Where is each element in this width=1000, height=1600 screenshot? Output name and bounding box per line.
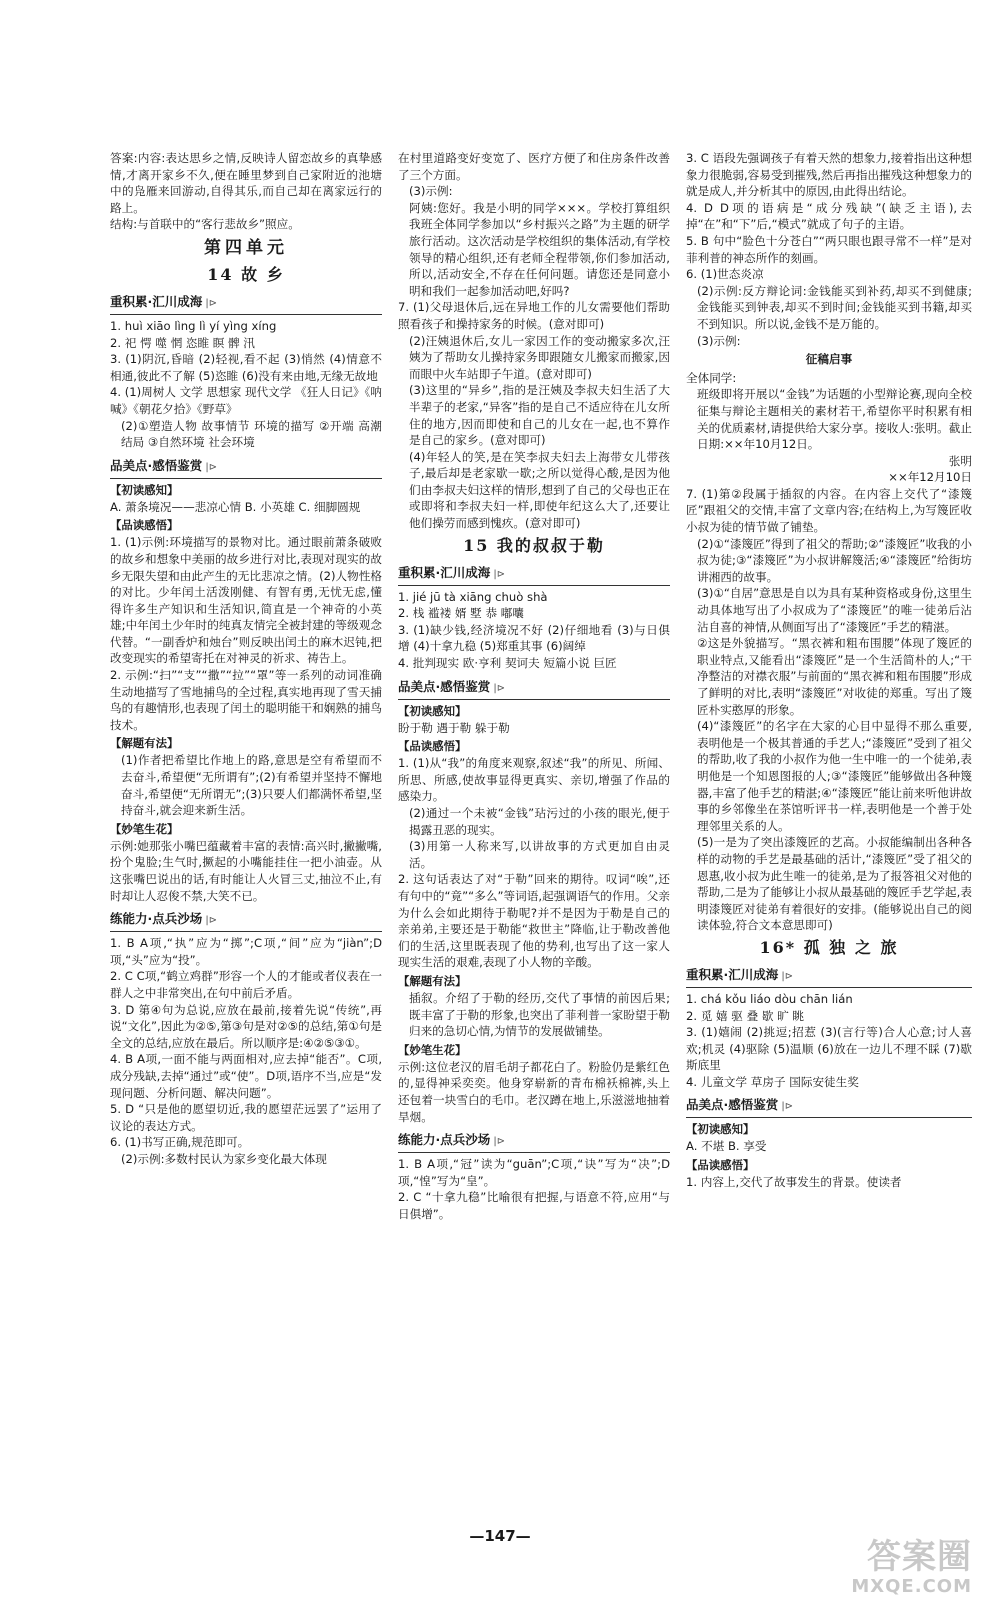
answer-paragraph <box>398 183 670 200</box>
section-heading <box>686 966 972 988</box>
paragraph-text: 【妙笔生花】 <box>398 1042 467 1057</box>
paragraph-text: 在村里道路变好变宽了、医疗方便了和住房条件改善了三个方面。 <box>398 151 670 182</box>
section-arrow-icon: |⊳ <box>490 682 506 694</box>
section-heading <box>398 1131 670 1153</box>
paragraph-text: 1. 内容上,交代了故事发生的背景。使读者 <box>686 1175 902 1190</box>
paragraph-text: (5)一是为了突出漆篾匠的艺高。小叔能编制出各种各样的动物的手艺是最基础的活计,“漆篾匠”受了祖父的恩惠,收小叔为此生唯一的徒弟,是为了报答祖父对他的帮助,二是为了能够让小叔从最基础的篾匠手艺学起,表明漆篾匠对徒弟有着很好的安排。(能够说出自己的阅读体验,符合文本意思即可) <box>697 835 972 933</box>
answer-paragraph <box>398 755 670 805</box>
answer-paragraph <box>398 720 670 737</box>
answer-paragraph <box>686 536 972 586</box>
answer-paragraph <box>686 266 972 283</box>
paragraph-text: 全体同学: <box>686 370 737 385</box>
paragraph-text: 15 我的叔叔于勒 <box>463 535 605 555</box>
paragraph-text: 6. (1)书写正确,规范即可。 <box>110 1135 250 1150</box>
answer-paragraph <box>110 418 382 451</box>
answer-paragraph <box>110 318 382 335</box>
answer-column-middle <box>398 150 670 1222</box>
paragraph-text: (2)汪姨退休后,女儿一家因工作的变动搬家多次,汪姨为了帮助女儿操持家务即跟随女儿搬家而搬家,因而眼中火车站即子午道。(意对即可) <box>409 333 670 381</box>
answer-paragraph <box>686 1174 972 1191</box>
paragraph-text: 4. 儿童文学 草房子 国际安徒生奖 <box>686 1074 859 1089</box>
section-arrow-icon: |⊳ <box>202 461 218 473</box>
paragraph-text: A. 不堪 B. 享受 <box>686 1139 767 1154</box>
answer-paragraph <box>686 333 972 350</box>
paragraph-text: ××年12月10日 <box>888 470 972 485</box>
paragraph-text: (3)这里的“异乡”,指的是汪姨及李叔夫妇生活了大半辈子的老家,“异客”指的是自己不适应待在儿女所住的地方,因而即使和自己的儿女在一起,也不算作是自己的家乡。(意对即可) <box>409 383 670 448</box>
answer-paragraph <box>110 1051 382 1101</box>
answer-paragraph <box>686 1008 972 1025</box>
paragraph-text: 3. (1)嬉闹 (2)挑逗;招惹 (3)(言行等)合人心意;讨人喜欢;机灵 (4)驱除 (5)温顺 (6)放在一边儿不理不睬 (7)歇斯底里 <box>686 1025 972 1073</box>
answer-paragraph <box>686 370 972 387</box>
section-heading-text: 练能力·点兵沙场 <box>110 911 203 927</box>
answer-paragraph <box>398 805 670 838</box>
paragraph-text: 2. 栈 褴褛 婿 墅 恭 嘟囔 <box>398 606 524 621</box>
answer-column-left <box>110 150 382 1168</box>
paragraph-text: (2)①“漆篾匠”得到了祖父的帮助;②“漆篾匠”收我的小叔为徒;③“漆篾匠”为小叔讲解篾活;④“漆篾匠”给街坊讲湘西的故事。 <box>697 536 972 584</box>
subsection-label <box>686 1157 972 1173</box>
answer-paragraph <box>686 283 972 333</box>
answer-paragraph <box>398 1189 670 1222</box>
paragraph-text: (1)作者把希望比作地上的路,意思是空有希望而不去奋斗,希望便“无所谓有”;(2)有希望并坚持不懈地奋斗,希望便“无所谓无”;(3)只要人们都满怀希望,坚持奋斗,就会迎来新生活。 <box>121 753 382 818</box>
section-heading <box>686 1096 972 1118</box>
answer-paragraph <box>398 605 670 622</box>
paragraph-text: 4. D D项的语病是“成分残缺”(缺乏主语),去掉“在”和“下”后,“模式”就成了句子的主语。 <box>686 200 972 232</box>
page-number: —147— <box>469 1527 531 1545</box>
section-arrow-icon: |⊳ <box>202 915 218 927</box>
paragraph-text: 3. (1)阴沉,昏暗 (2)轻视,看不起 (3)悄然 (4)情意不相通,彼此不了解 (5)恣睢 (6)没有来由地,无缘无故地 <box>110 352 382 383</box>
paragraph-text: 1. (1)从“我”的角度来观察,叙述“我”的所见、所闻、所思、所感,使故事显得更真实、亲切,增强了作品的感染力。 <box>398 756 670 804</box>
answer-paragraph <box>110 1101 382 1134</box>
paragraph-text: 3. (1)缺少钱,经济境况不好 (2)仔细地看 (3)与日俱增 (4)十拿九稳 (5)郑重其事 (6)阔绰 <box>398 622 670 654</box>
answer-paragraph <box>686 585 972 635</box>
paragraph-text: 征稿启事 <box>805 352 853 367</box>
paragraph-text: 【初读感知】 <box>398 703 467 718</box>
answer-paragraph <box>398 382 670 448</box>
paragraph-text: 【品读感悟】 <box>686 1158 755 1173</box>
answer-paragraph <box>110 499 382 516</box>
paragraph-text: 2. C C项,“鹤立鸡群”形容一个人的才能或者仪表在一群人之中非常突出,在句中前后矛盾。 <box>110 969 382 1000</box>
answer-paragraph <box>686 233 972 266</box>
paragraph-text: 2. 这句话表达了对“于勒”回来的期待。叹词“唉”,还有句中的“竟”“多么”等词语,起强调语气的作用。父亲为什么会如此期待于勒呢?并不是因为于勒是自己的亲弟弟,主要还是于勒能“救世主”降临,让于勒改善他们的生活,这里既表现了他的势利,也写出了这一家人现实生活的艰难,表现了小人物的辛酸。 <box>398 872 670 970</box>
answer-column-right <box>686 150 972 1191</box>
subsection-label <box>398 738 670 754</box>
lesson-title <box>398 534 670 558</box>
watermark-site: MXQE.COM <box>851 1576 972 1597</box>
paragraph-text: 4. 批判现实 欧·亨利 契诃夫 短篇小说 巨匠 <box>398 656 617 671</box>
watermark-logo-text: 答案圈 <box>867 1537 972 1577</box>
paragraph-text: 3. C 语段先强调孩子有着天然的想象力,接着指出这种想象力很脆弱,容易受到摧残,然后再指出摧残这种想象力的就是成人,并分析其中的原因,由此得出结论。 <box>686 151 972 199</box>
answer-paragraph <box>110 1151 382 1168</box>
paragraph-text: (2)示例:反方辩论词:金钱能买到补药,却买不到健康;金钱能买到钟表,却买不到时间;金钱能买到书籍,却买不到知识。所以说,金钱不是万能的。 <box>697 283 972 331</box>
paragraph-text: 2. 觅 嬉 驱 叠 歇 旷 眺 <box>686 1008 805 1023</box>
paragraph-text: 结构:与首联中的“客行悲故乡”照应。 <box>110 217 300 232</box>
paragraph-text: 【初读感知】 <box>686 1122 755 1137</box>
section-heading <box>398 678 670 700</box>
paragraph-text: 【初读感知】 <box>110 482 179 497</box>
answer-paragraph <box>110 534 382 667</box>
section-heading-text: 品美点·感悟鉴赏 <box>398 678 491 694</box>
answer-paragraph <box>686 1024 972 1074</box>
paragraph-text: 【妙笔生花】 <box>110 821 179 836</box>
answer-paragraph <box>686 991 972 1008</box>
paragraph-text: A. 萧条境况——悲凉心情 B. 小英雄 C. 细脚圆规 <box>110 499 361 514</box>
section-heading <box>110 457 382 479</box>
answer-paragraph <box>110 1134 382 1151</box>
answer-paragraph <box>110 335 382 352</box>
answer-paragraph <box>686 1074 972 1091</box>
paragraph-text: 2. 祀 愕 噬 惘 恣睢 瞑 髀 汛 <box>110 335 255 350</box>
paragraph-text: 4. (1)周树人 文学 思想家 现代文学 《狂人日记》《呐喊》《朝花夕拾》《野草》 <box>110 385 382 416</box>
section-heading-text: 品美点·感悟鉴赏 <box>686 1097 779 1113</box>
paragraph-text: 【解题有法】 <box>110 736 179 751</box>
paragraph-text: 1. chá kǒu liáo dòu chān lián <box>686 991 853 1006</box>
answer-paragraph <box>686 834 972 934</box>
paragraph-text: 7. (1)父母退休后,远在异地工作的儿女需要他们帮助照看孩子和操持家务的时候。(意对即可) <box>398 300 670 331</box>
section-heading <box>110 293 382 315</box>
paragraph-text: (3)①“自居”意思是自以为具有某种资格或身份,这里生动具体地写出了小叔成为了“漆篾匠”的唯一徒弟后沾沾自喜的神情,从侧面写出了“漆篾匠”手艺的精湛。 <box>697 586 972 634</box>
answer-paragraph <box>686 718 972 834</box>
answer-paragraph <box>110 351 382 384</box>
paragraph-text: 1. (1)示例:环境描写的景物对比。通过眼前萧条破败的故乡和想象中美丽的故乡进行对比,表现对现实的故乡无限失望和由此产生的无比悲凉之情。(2)人物性格的对比。少年闰土活泼刚健、有智有勇,无忧无虑,懂得许多生产知识和生活知识,简直是一个神奇的小英雄;中年闰土少年时的纯真友情完全被封建的等级观念代替。“一副香炉和烛台”则反映出闰土的麻木迟钝,把改变现实的希望寄托在对神灵的祈求、祷告上。 <box>110 535 382 666</box>
section-heading-text: 重积累·汇川成海 <box>398 564 491 580</box>
answer-paragraph <box>686 486 972 536</box>
answer-paragraph <box>398 838 670 871</box>
section-arrow-icon: |⊳ <box>778 970 794 982</box>
unit-heading <box>110 235 382 261</box>
paragraph-text: ②这是外貌描写。“黑衣裤和粗布围腰”体现了篾匠的职业特点,又能看出“漆篾匠”是一个生活简朴的人;“干净整洁的对襟衣服”与前面的“黑衣裤和粗布围腰”形成了鲜明的对比,表明“漆篾匠”对收徒的郑重。写出了篾匠朴实憨厚的形象。 <box>697 636 972 717</box>
subsection-label <box>398 1042 670 1058</box>
answer-paragraph <box>398 622 670 655</box>
section-arrow-icon: |⊳ <box>778 1101 794 1113</box>
paragraph-text: (4)年轻人的笑,是在笑李叔夫妇去上海带女儿带孩子,最后却是老家歇一歇;之所以觉得心酸,是因为他们由李叔夫妇这样的情形,想到了自己的父母也正在或即将和李叔夫妇一样,即使年纪这么大了,还要让他们操劳而感到愧疚。(意对即可) <box>409 449 670 531</box>
paragraph-text: 7. (1)第②段属于插叙的内容。在内容上交代了“漆篾匠”跟祖父的交情,丰富了文章内容;在结构上,为写篾匠收小叔为徒的情节做了铺垫。 <box>686 486 972 535</box>
paragraph-text: 1. huì xiāo lìng lì yí yìng xíng <box>110 318 277 333</box>
lesson-title <box>686 936 972 960</box>
subsection-label <box>110 517 382 533</box>
paragraph-text: 6. (1)世态炎凉 <box>686 267 764 282</box>
answer-paragraph <box>686 469 972 486</box>
answer-paragraph <box>398 871 670 971</box>
paragraph-text: (3)示例: <box>697 333 741 348</box>
paragraph-text: 示例:这位老汉的眉毛胡子都花白了。粉脸仍是紫红色的,显得神采奕奕。他身穿崭新的青布棉袄棉裤,头上还包着一块雪白的毛巾。老汉蹲在地上,乐滋滋地抽着旱烟。 <box>398 1059 670 1124</box>
subsection-label <box>110 482 382 498</box>
answer-paragraph <box>686 150 972 200</box>
paragraph-text: 第四单元 <box>204 237 288 258</box>
paragraph-text: 【解题有法】 <box>398 973 467 988</box>
answer-paragraph <box>686 200 972 233</box>
paragraph-text: (2)通过一个未被“金钱”玷污过的小孩的眼光,便于揭露丑恶的现实。 <box>409 806 670 837</box>
subsection-label <box>110 735 382 751</box>
answer-paragraph <box>686 635 972 718</box>
paragraph-text: 4. B A项,一面不能与两面相对,应去掉“能否”。C项,成分残缺,去掉“通过”或“使”。D项,语序不当,应是“发现问题、分析问题、解决问题”。 <box>110 1052 382 1100</box>
paragraph-text: 盼于勒 遇于勒 躲于勒 <box>398 720 510 735</box>
paragraph-text: 张明 <box>948 453 972 468</box>
answer-paragraph <box>110 216 382 233</box>
answer-paragraph <box>398 990 670 1040</box>
answer-paragraph <box>686 1138 972 1155</box>
watermark-logo <box>851 1538 972 1598</box>
paragraph-text: 5. D “只是他的愿望切近,我的愿望茫远罢了”运用了议论的表达方式。 <box>110 1102 382 1133</box>
section-heading <box>110 910 382 932</box>
section-heading-text: 重积累·汇川成海 <box>686 966 779 982</box>
paragraph-text: 2. 示例:“扫”“支”“撒”“拉”“罩”等一系列的动词准确生动地描写了雪地捕鸟的全过程,真实地再现了雪天捕鸟的有趣情形,也表现了闰土的聪明能干和娴熟的捕鸟技术。 <box>110 668 382 732</box>
paragraph-text: (3)用第一人称来写,以讲故事的方式更加自由灵活。 <box>409 839 670 870</box>
answer-paragraph <box>686 453 972 470</box>
answer-paragraph <box>110 1002 382 1052</box>
subsection-label <box>110 821 382 837</box>
answer-paragraph <box>398 333 670 383</box>
section-heading-text: 品美点·感悟鉴赏 <box>110 457 203 473</box>
paragraph-text: 1. B A项,“执”应为“掷”;C项,“间”应为“jiàn”;D项,“头”应为“投”。 <box>110 936 382 967</box>
subsection-label <box>398 973 670 989</box>
answer-paragraph <box>398 150 670 183</box>
paragraph-text: 答案:内容:表达思乡之情,反映诗人留恋故乡的真挚感情,才离开家乡不久,便在睡里梦到自己家附近的池塘中的凫雁来回游动,自得其乐,而自己却在离家远行的路上。 <box>110 151 382 215</box>
paragraph-text: (4)“漆篾匠”的名字在大家的心目中显得不那么重要,表明他是一个极其普通的手艺人;“漆篾匠”受到了祖父的帮助,收了我的小叔作为他一生中唯一的一个徒弟,表明他是一个知恩图报的人;③“漆篾匠”能够做出各种篾器,丰富了他手艺的精湛;④“漆篾匠”能让前来听他讲故事的乡邻像坐在茶馆听评书一样,表明他是一个善于处理邻里关系的人。 <box>697 719 972 833</box>
answer-paragraph <box>110 968 382 1001</box>
section-heading-text: 重积累·汇川成海 <box>110 293 203 309</box>
paragraph-text: 1. B A项,“冠”读为“guān”;C项,“诀”写为“决”;D项,“惶”写为“皇”。 <box>398 1157 670 1188</box>
subsection-label <box>398 703 670 719</box>
paragraph-text: 14 故 乡 <box>207 264 285 284</box>
answer-paragraph <box>110 150 382 216</box>
paragraph-text: 【品读感悟】 <box>398 739 467 754</box>
answer-paragraph <box>398 655 670 672</box>
paragraph-text: 【品读感悟】 <box>110 518 179 533</box>
paragraph-text: 2. C “十拿九稳”比喻很有把握,与语意不符,应用“与日俱增”。 <box>398 1190 670 1221</box>
notice-title <box>686 351 972 368</box>
answer-paragraph <box>110 384 382 417</box>
paragraph-text: (2)示例:多数村民认为家乡变化最大体现 <box>121 1151 327 1166</box>
subsection-label <box>686 1121 972 1137</box>
section-heading-text: 练能力·点兵沙场 <box>398 1132 491 1148</box>
paragraph-text: 阿姨:您好。我是小明的同学×××。学校打算组织我班全体同学参加以“乡村振兴之路”为主题的研学旅行活动。这次活动是学校组织的集体活动,有学校领导的精心组织,还有老师全程带领,你们参加活动,所以,活动安全,不存在任何问题。请您还是同意小明和我们一起参加活动吧,好吗? <box>409 200 670 298</box>
answer-paragraph <box>110 667 382 733</box>
paragraph-text: 插叙。介绍了于勒的经历,交代了事情的前因后果;既丰富了于勒的形象,也突出了菲利普一家盼望于勒归来的急切心情,为情节的发展做铺垫。 <box>409 990 670 1039</box>
answer-paragraph <box>110 752 382 818</box>
section-heading <box>398 564 670 586</box>
answer-paragraph <box>398 1156 670 1189</box>
paragraph-text: (2)①塑造人物 故事情节 环境的描写 ②开端 高潮 结局 ③自然环境 社会环境 <box>121 418 382 450</box>
answer-paragraph <box>686 386 972 452</box>
answer-paragraph <box>110 935 382 968</box>
answer-paragraph <box>398 589 670 606</box>
paragraph-text: 1. jié jū tà xiāng chuò shà <box>398 589 548 604</box>
lesson-title <box>110 263 382 287</box>
paragraph-text: 16* 孤 独 之 旅 <box>759 937 899 957</box>
paragraph-text: 班级即将开展以“金钱”为话题的小型辩论赛,现向全校征集与辩论主题相关的素材若干,希望你平时积累有相关的优质素材,请提供给大家分享。接收人:张明。截止日期:××年10月12日。 <box>697 387 972 452</box>
answer-paragraph <box>398 1059 670 1125</box>
paragraph-text: 5. B 句中“脸色十分苍白”“两只眼也跟寻常不一样”是对菲利普的神态所作的刻画。 <box>686 233 972 265</box>
answer-paragraph <box>398 299 670 332</box>
paragraph-text: 3. D 第④句为总说,应放在最前,接着先说“传统”,再说“文化”,因此为②⑤,第③句是对②⑤的总结,第①句是全文的总结,应放在最后。所以顺序是:④②⑤③①。 <box>110 1002 382 1050</box>
paragraph-text: 示例:她那张小嘴巴蕴藏着丰富的表情:高兴时,撇撇嘴,扮个鬼脸;生气时,撅起的小嘴能挂住一把小油壶。从这张嘴巴说出的话,有时能让人火冒三丈,抽泣不止,有时却让人忍俊不禁,大笑不已。 <box>110 838 382 903</box>
answer-paragraph <box>110 838 382 904</box>
section-arrow-icon: |⊳ <box>490 1136 506 1148</box>
answer-paragraph <box>398 200 670 300</box>
paragraph-text: (3)示例: <box>409 184 453 199</box>
answer-paragraph <box>398 449 670 532</box>
section-arrow-icon: |⊳ <box>490 568 506 580</box>
section-arrow-icon: |⊳ <box>202 297 218 309</box>
